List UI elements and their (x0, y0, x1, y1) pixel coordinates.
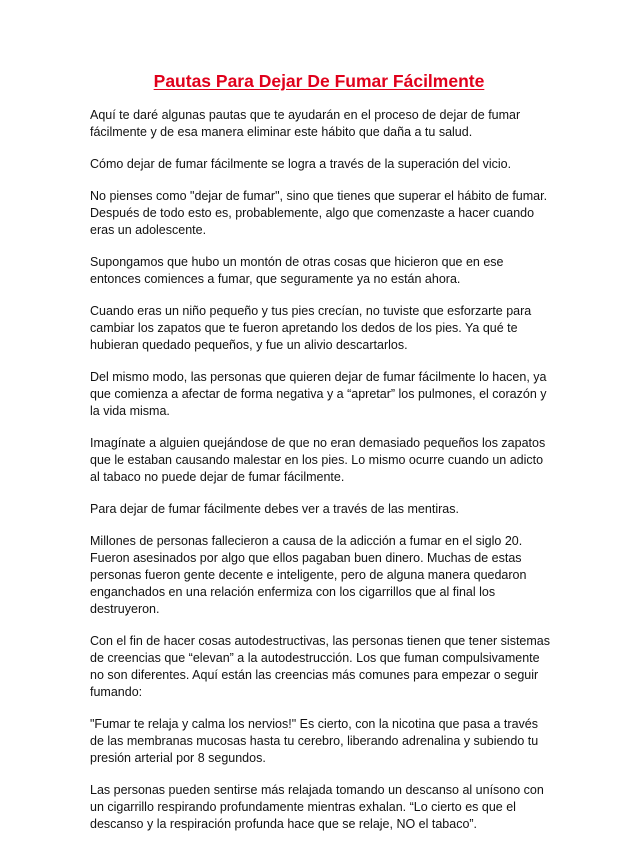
document-body (90, 107, 560, 848)
paragraph (90, 107, 560, 141)
text-line: entonces comiences a fumar, que seguramente ya no están ahora. (90, 272, 461, 286)
text-line: la vida misma. (90, 404, 170, 418)
paragraph (90, 188, 560, 239)
text-line: Cuando eras un niño pequeño y tus pies crecían, no tuviste que esforzarte para (90, 304, 532, 318)
paragraph (90, 369, 560, 420)
paragraph (90, 501, 560, 518)
text-line: de las membranas mucosas hasta tu cerebro, liberando adrenalina y subiendo tu (90, 734, 539, 748)
text-line: Con el fin de hacer cosas autodestructivas, las personas tienen que tener sistemas (90, 634, 550, 648)
text-line: que comienza a afectar de forma negativa y a “apretar” los pulmones, el corazón y (90, 387, 547, 401)
text-line: Del mismo modo, las personas que quieren dejar de fumar fácilmente lo hacen, ya (90, 370, 547, 384)
text-line: Millones de personas fallecieron a causa de la adicción a fumar en el siglo 20. (90, 534, 523, 548)
text-line: Supongamos que hubo un montón de otras cosas que hicieron que en ese (90, 255, 504, 269)
paragraph (90, 303, 560, 354)
text-line: de creencias que “elevan” a la autodestrucción. Los que fuman compulsivamente (90, 651, 540, 665)
paragraph (90, 533, 560, 618)
paragraph (90, 254, 560, 288)
text-line: eras un adolescente. (90, 223, 207, 237)
text-line: No pienses como "dejar de fumar", sino que tienes que superar el hábito de fumar. (90, 189, 548, 203)
paragraph (90, 435, 560, 486)
text-line: Para dejar de fumar fácilmente debes ver a través de las mentiras. (90, 502, 459, 516)
text-line: Después de todo esto es, probablemente, algo que comenzaste a hacer cuando (90, 206, 535, 220)
text-line: enganchados en una relación enfermiza con los cigarrillos que al final los (90, 585, 496, 599)
text-line: no son diferentes. Aquí están las creencias más comunes para empezar o seguir (90, 668, 539, 682)
text-line: cambiar los zapatos que te fueron apretando los dedos de los pies. Ya qué te (90, 321, 518, 335)
text-line: Imagínate a alguien quejándose de que no eran demasiado pequeños los zapatos (90, 436, 546, 450)
text-line: Aquí te daré algunas pautas que te ayudarán en el proceso de dejar de fumar (90, 108, 521, 122)
text-line: descanso y la respiración profunda hace que se relaje, NO el tabaco”. (90, 817, 478, 831)
text-line: Fueron asesinados por algo que ellos pagaban buen dinero. Muchas de estas (90, 551, 522, 565)
document-title: Pautas Para Dejar De Fumar Fácilmente (153, 71, 485, 91)
text-line: fácilmente y de esa manera eliminar este hábito que daña a tu salud. (90, 125, 473, 139)
text-line: fumando: (90, 685, 143, 699)
paragraph (90, 716, 560, 767)
text-line: que le estaban causando malestar en los pies. Lo mismo ocurre cuando un adicto (90, 453, 544, 467)
paragraph (90, 782, 560, 833)
text-line: Las personas pueden sentirse más relajada tomando un descanso al unísono con (90, 783, 544, 797)
text-line: destruyeron. (90, 602, 160, 616)
text-line: presión arterial por 8 segundos. (90, 751, 266, 765)
paragraph (90, 156, 560, 173)
paragraph (90, 633, 560, 701)
text-line: personas fueron gente decente e inteligente, pero de alguna manera quedaron (90, 568, 527, 582)
text-line: Cómo dejar de fumar fácilmente se logra a través de la superación del vicio. (90, 157, 512, 171)
text-line: hubieran quedado pequeños, y fue un alivio descartarlos. (90, 338, 408, 352)
text-line: al tabaco no puede dejar de fumar fácilmente. (90, 470, 345, 484)
text-line: "Fumar te relaja y calma los nervios!" Es cierto, con la nicotina que pasa a través (90, 717, 538, 731)
text-line: un cigarrillo respirando profundamente mientras exhalan. “Lo cierto es que el (90, 800, 516, 814)
